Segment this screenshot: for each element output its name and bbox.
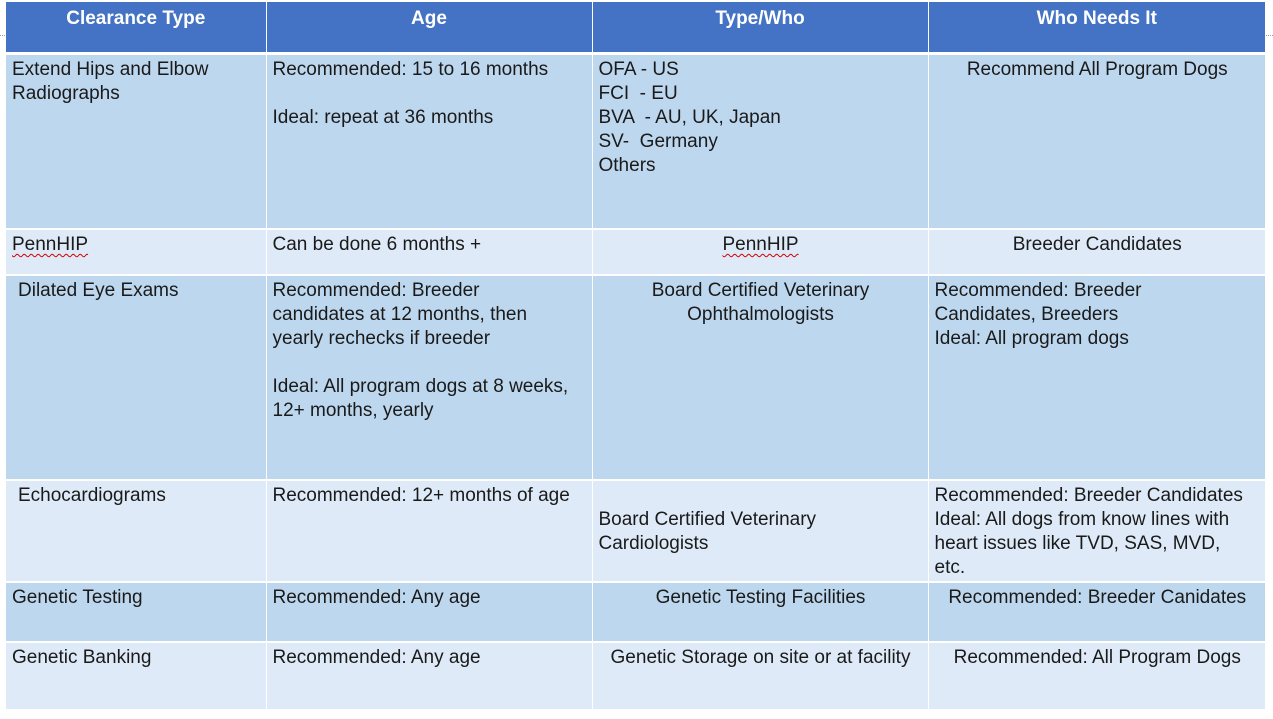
clearance-table	[6, 2, 1265, 711]
who-line: Others	[598, 154, 656, 176]
who-line: SV- Germany	[598, 130, 718, 152]
cell-who-needs-it	[928, 229, 1265, 275]
cell-age	[266, 275, 592, 480]
table-row	[6, 480, 1265, 582]
cell-type-who	[592, 275, 928, 480]
cell-clearance-type	[6, 480, 266, 582]
who-line: OFA - US	[598, 58, 679, 80]
clearance-type-text: Echocardiograms	[18, 485, 166, 506]
who-line: Ophthalmologists	[687, 304, 834, 325]
who-line: PennHIP	[722, 234, 799, 255]
clearance-type-text: PennHIP	[12, 234, 89, 255]
cell-age	[266, 480, 592, 582]
needs-line: Recommended: Breeder	[934, 280, 1142, 301]
cell-clearance-type	[6, 582, 266, 642]
table-row	[6, 642, 1265, 710]
clearance-type-text: Genetic Banking	[12, 647, 152, 668]
cell-clearance-type	[6, 642, 266, 710]
who-gap	[599, 484, 923, 508]
age-line: Ideal: repeat at 36 months	[272, 106, 494, 128]
needs-line: Breeder Candidates	[1012, 234, 1182, 255]
cell-age	[266, 582, 592, 642]
cell-type-who	[592, 229, 928, 275]
age-line: Can be done 6 months +	[272, 234, 482, 255]
age-line: 12+ months, yearly	[272, 400, 434, 421]
cell-type-who	[592, 642, 928, 710]
table-row	[6, 229, 1265, 275]
cell-age	[266, 53, 592, 229]
age-line: candidates at 12 months, then	[272, 304, 528, 325]
clearance-type-text: Dilated Eye Exams	[18, 280, 179, 301]
needs-line: Recommended: All Program Dogs	[953, 647, 1241, 668]
who-line: Genetic Storage on site or at facility	[610, 647, 911, 668]
age-gap	[273, 82, 587, 106]
needs-line: Recommended: Breeder Candidates	[934, 485, 1243, 506]
age-line: Ideal: All program dogs at 8 weeks,	[272, 376, 569, 397]
who-line: Genetic Testing Facilities	[655, 587, 866, 608]
cell-who-needs-it	[928, 275, 1265, 480]
header-type-who: Type/Who	[592, 2, 928, 53]
needs-line: etc.	[934, 557, 966, 578]
who-line: FCI - EU	[598, 82, 678, 104]
needs-line: Recommended: Breeder Canidates	[948, 587, 1247, 608]
table-row	[6, 53, 1265, 229]
cell-who-needs-it	[928, 480, 1265, 582]
who-line: Cardiologists	[598, 533, 709, 554]
who-line: Board Certified Veterinary	[651, 280, 870, 301]
needs-line: Candidates, Breeders	[934, 304, 1119, 325]
age-line: Recommended: Any age	[272, 647, 481, 668]
header-row	[6, 2, 1265, 53]
age-line: Recommended: 12+ months of age	[272, 485, 570, 506]
cell-type-who	[592, 582, 928, 642]
header-who-needs-it: Who Needs It	[928, 2, 1265, 53]
age-line: Recommended: Breeder	[272, 280, 480, 301]
age-line: Recommended: Any age	[272, 587, 481, 608]
cell-clearance-type	[6, 275, 266, 480]
clearance-type-text: Extend Hips and Elbow Radiographs	[12, 58, 209, 104]
who-line: Board Certified Veterinary	[598, 509, 817, 530]
cell-age	[266, 229, 592, 275]
header-clearance-type: Clearance Type	[6, 2, 266, 53]
who-line: BVA - AU, UK, Japan	[598, 106, 781, 128]
cell-clearance-type	[6, 229, 266, 275]
table-row	[6, 275, 1265, 480]
age-line: Recommended: 15 to 16 months	[272, 58, 549, 80]
cell-who-needs-it	[928, 642, 1265, 710]
needs-line: Ideal: All program dogs	[934, 328, 1129, 349]
needs-line: heart issues like TVD, SAS, MVD,	[934, 533, 1221, 554]
needs-line: Ideal: All dogs from know lines with	[934, 509, 1230, 530]
needs-line: Recommend All Program Dogs	[966, 58, 1228, 80]
cell-type-who	[592, 53, 928, 229]
cell-clearance-type	[6, 53, 266, 229]
cell-age	[266, 642, 592, 710]
cell-type-who	[592, 480, 928, 582]
age-line: yearly rechecks if breeder	[272, 328, 491, 349]
clearance-type-text: Genetic Testing	[12, 587, 143, 608]
table-row	[6, 582, 1265, 642]
header-age: Age	[266, 2, 592, 53]
age-gap	[273, 351, 587, 375]
cell-who-needs-it	[928, 53, 1265, 229]
cell-who-needs-it	[928, 582, 1265, 642]
